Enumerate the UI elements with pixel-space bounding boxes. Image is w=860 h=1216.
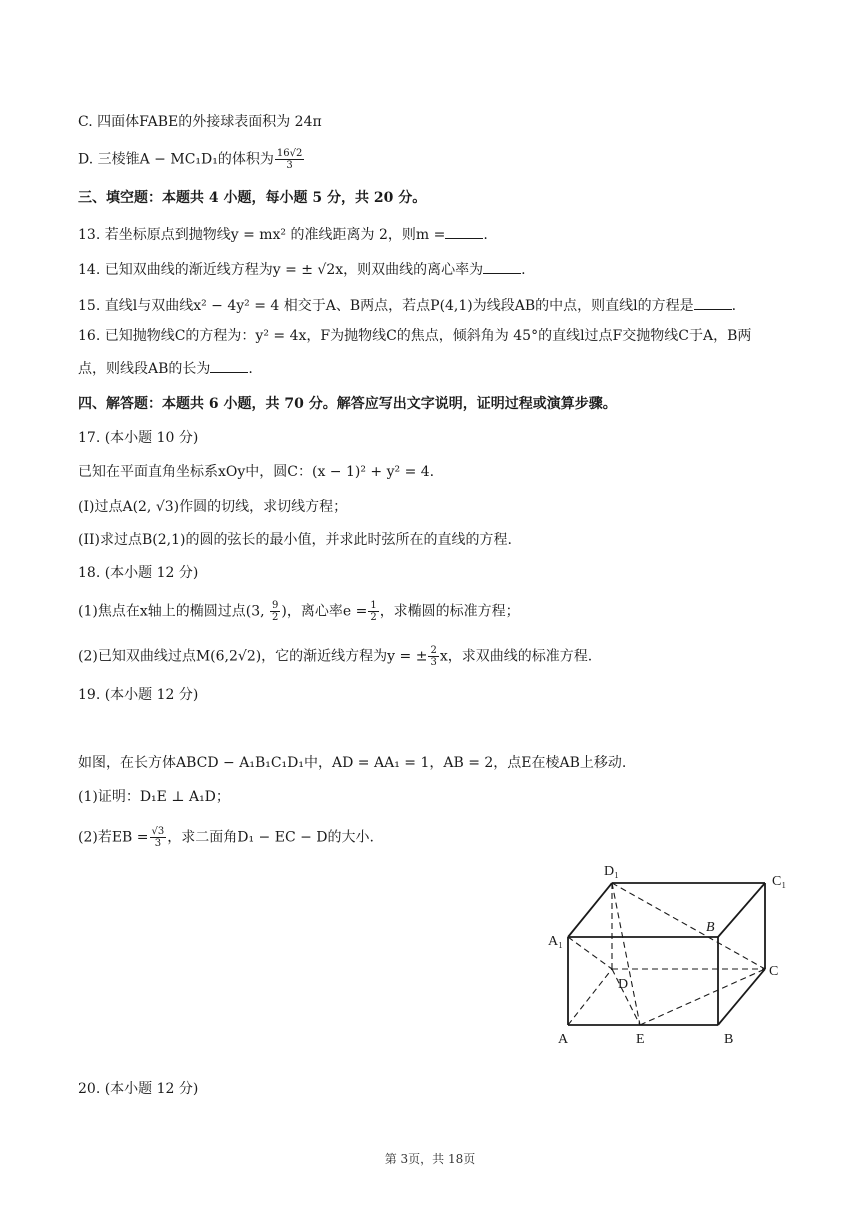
label-b1: B (706, 920, 715, 935)
question-18-heading: 18. (本小题 12 分) (78, 565, 199, 581)
section-3-heading: 三、填空题：本题共 4 小题，每小题 5 分，共 20 分。 (78, 190, 427, 206)
line-d1-c (612, 883, 765, 969)
question-14: 14. 已知双曲线的渐近线方程为y = ± √2x，则双曲线的离心率为 . (78, 259, 800, 280)
option-c: C. 四面体FABE的外接球表面积为 24π (78, 114, 322, 130)
cuboid-figure (540, 855, 800, 1050)
edge-b-c (718, 969, 765, 1025)
answer-blank[interactable] (210, 358, 248, 373)
answer-blank[interactable] (694, 295, 732, 310)
question-19-desc: 如图，在长方体ABCD − A₁B₁C₁D₁中，AD = AA₁ = 1，AB = 2，点E在棱AB上移动. (78, 755, 627, 771)
question-17-part-1: (I)过点A(2, √3)作圆的切线，求切线方程； (78, 499, 348, 515)
label-c1: C₁ (772, 874, 787, 889)
edge-a-d-hidden (568, 969, 612, 1025)
question-20-heading: 20. (本小题 12 分) (78, 1081, 199, 1097)
answer-blank[interactable] (483, 259, 521, 274)
section-4-heading: 四、解答题：本题共 6 小题，共 70 分。解答应写出文字说明，证明过程或演算步骤。 (78, 396, 617, 412)
line-e-c (640, 969, 765, 1025)
fraction: $\frac{16√2}{3}$ (276, 148, 303, 171)
line-d1-e (612, 883, 640, 1025)
edge-a1-d1 (568, 883, 612, 937)
question-17-part-2: (II)求过点B(2,1)的圆的弦长的最小值，并求此时弦所在的直线的方程. (78, 532, 512, 548)
question-18-part-2: (2)已知双曲线过点M(6,2√2)，它的渐近线方程为y = ± $\frac{2}{3}$ x，求双曲线的标准方程. (78, 645, 593, 668)
question-19-part-2: (2)若EB = $\frac{√3}{3}$ ，求二面角D₁ − EC − D的大小. (78, 826, 374, 849)
question-17-heading: 17. (本小题 10 分) (78, 430, 199, 446)
answer-blank[interactable] (445, 224, 483, 239)
question-15: 15. 直线l与双曲线x² − 4y² = 4 相交于A、B两点，若点P(4,1)为线段AB的中点，则直线l的方程是 . (78, 295, 800, 316)
label-a1: A₁ (548, 934, 563, 949)
label-b: B (724, 1032, 734, 1047)
option-d: D. 三棱锥A − MC₁D₁的体积为 $\frac{16√2}{3}$ (78, 148, 303, 171)
question-19-part-1: (1)证明：D₁E ⊥ A₁D； (78, 789, 230, 805)
question-18-part-1: (1)焦点在x轴上的椭圆过点(3, $\frac{9}{2}$ )，离心率e = $\frac{1}{2}$ ，求椭圆的标准方程； (78, 600, 520, 623)
diag-a1-d (568, 937, 612, 969)
edge-b1-c1 (718, 883, 765, 937)
question-16-line-1: 16. 已知抛物线C的方程为：y² = 4x，F为抛物线C的焦点，倾斜角为 45°的直线l过点F交抛物线C于A，B两 (78, 328, 752, 344)
label-c: C (769, 964, 779, 979)
question-16-line-2: 点，则线段AB的长为 . (78, 358, 800, 379)
question-19-heading: 19. (本小题 12 分) (78, 687, 199, 703)
label-e: E (636, 1032, 645, 1047)
label-d: D (618, 977, 629, 992)
question-17-desc: 已知在平面直角坐标系xOy中，圆C：(x − 1)² + y² = 4. (78, 464, 435, 480)
question-13: 13. 若坐标原点到抛物线y = mx² 的准线距离为 2，则m = . (78, 224, 800, 245)
page-footer: 第 3页，共 18页 (384, 1152, 476, 1166)
label-a: A (558, 1032, 569, 1047)
label-d1: D₁ (604, 864, 619, 879)
